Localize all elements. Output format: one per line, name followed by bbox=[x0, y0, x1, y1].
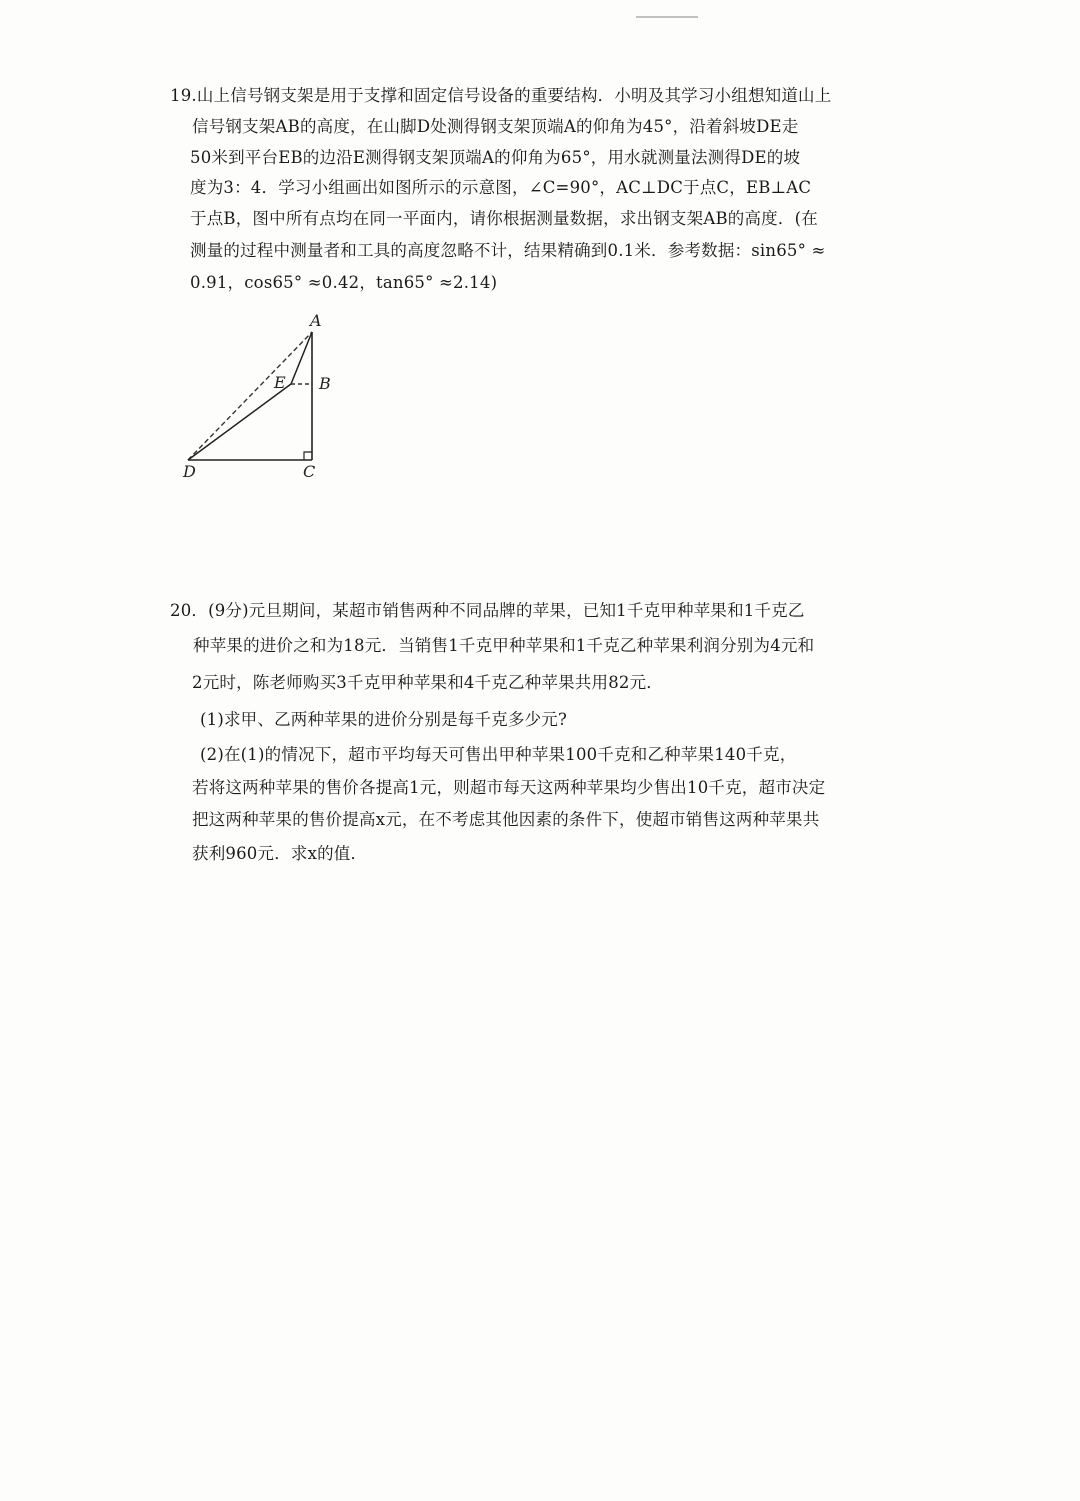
q20-line-2: 种苹果的进价之和为18元．当销售1千克甲种苹果和1千克乙种苹果利润分别为4元和 bbox=[193, 636, 815, 655]
q20-line-3: 2元时，陈老师购买3千克甲种苹果和4千克乙种苹果共用82元． bbox=[192, 673, 663, 692]
line-EA bbox=[291, 332, 312, 384]
q20-subquestion-1: (1)求甲、乙两种苹果的进价分别是每千克多少元? bbox=[200, 710, 568, 729]
q20-line-1: 20．(9分)元旦期间，某超市销售两种不同品牌的苹果，已知1千克甲种苹果和1千克乙 bbox=[170, 601, 805, 620]
q19-line-7: 0.91，cos65° ≈0.42，tan65° ≈2.14) bbox=[190, 273, 498, 292]
label-C: C bbox=[303, 462, 316, 481]
line-DE bbox=[188, 384, 291, 460]
q19-line-1: 19.山上信号钢支架是用于支撑和固定信号设备的重要结构．小明及其学习小组想知道山上 bbox=[170, 86, 832, 105]
label-B: B bbox=[319, 374, 331, 393]
q19-line-2: 信号钢支架AB的高度，在山脚D处测得钢支架顶端A的仰角为45°，沿着斜坡DE走 bbox=[192, 117, 799, 136]
q20-subquestion-2-line-3: 把这两种苹果的售价提高x元，在不考虑其他因素的条件下，使超市销售这两种苹果共 bbox=[192, 810, 820, 829]
q19-line-6: 测量的过程中测量者和工具的高度忽略不计，结果精确到0.1米．参考数据：sin65° ≈ bbox=[190, 241, 826, 260]
label-D: D bbox=[183, 462, 196, 481]
q19-line-4: 度为3：4．学习小组画出如图所示的示意图，∠C=90°，AC⊥DC于点C，EB⊥AC bbox=[190, 178, 812, 197]
q20-subquestion-2-line-1: (2)在(1)的情况下，超市平均每天可售出甲种苹果100千克和乙种苹果140千克， bbox=[200, 745, 797, 764]
label-E: E bbox=[274, 373, 286, 392]
right-angle-mark bbox=[304, 452, 312, 460]
geometry-diagram bbox=[170, 300, 350, 485]
q20-subquestion-2-line-4: 获利960元．求x的值． bbox=[192, 844, 368, 863]
label-A: A bbox=[310, 311, 322, 330]
q19-line-5: 于点B，图中所有点均在同一平面内，请你根据测量数据，求出钢支架AB的高度．(在 bbox=[190, 209, 818, 228]
q20-subquestion-2-line-2: 若将这两种苹果的售价各提高1元，则超市每天这两种苹果均少售出10千克，超市决定 bbox=[192, 778, 826, 797]
line-DA bbox=[188, 332, 312, 460]
q19-line-3: 50米到平台EB的边沿E测得钢支架顶端A的仰角为65°，用水就测量法测得DE的坡 bbox=[190, 148, 801, 167]
scan-mark bbox=[636, 16, 698, 18]
